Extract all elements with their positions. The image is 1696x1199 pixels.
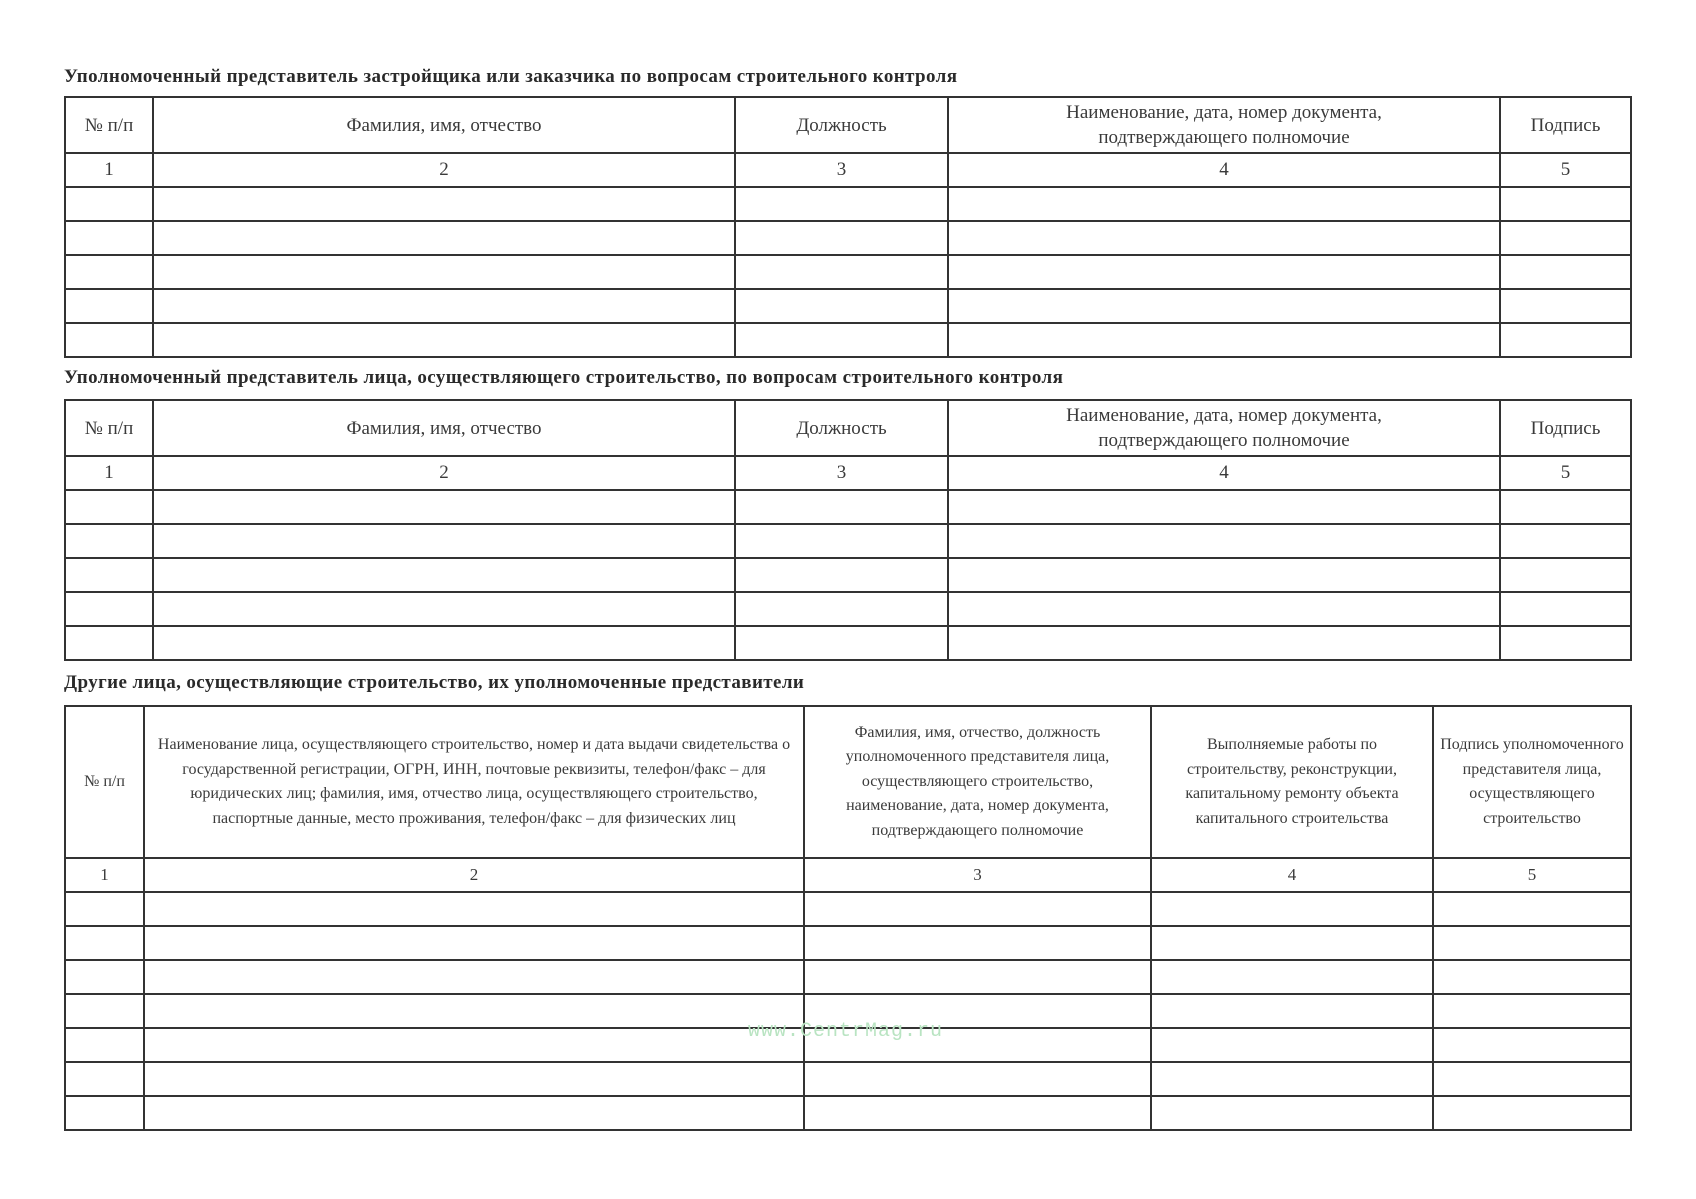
- column-number: 1: [65, 153, 153, 187]
- column-number: 5: [1500, 153, 1631, 187]
- table-row: [65, 892, 1631, 926]
- table-cell[interactable]: [1500, 221, 1631, 255]
- table-cell[interactable]: [735, 323, 948, 357]
- table-cell[interactable]: [144, 892, 804, 926]
- column-number-row: [65, 858, 1631, 892]
- table-cell[interactable]: [1433, 994, 1631, 1028]
- watermark: www.CentrMag.ru: [748, 1020, 944, 1043]
- table-cell[interactable]: [1433, 892, 1631, 926]
- table-cell[interactable]: [1151, 960, 1433, 994]
- column-number: 3: [735, 456, 948, 490]
- header-signature: Подпись: [1500, 97, 1631, 153]
- table-row: [65, 187, 1631, 221]
- section-1-title: Уполномоченный представитель застройщика или заказчика по вопросам строительного контроля: [64, 66, 958, 87]
- table-cell[interactable]: [65, 524, 153, 558]
- table-cell[interactable]: [1433, 960, 1631, 994]
- header-authority-document: Наименование, дата, номер документа, подтверждающего полномочие: [948, 400, 1500, 456]
- table-cell[interactable]: [1151, 994, 1433, 1028]
- table-cell[interactable]: [1500, 626, 1631, 660]
- table-cell[interactable]: [1151, 892, 1433, 926]
- table-row: [65, 289, 1631, 323]
- table-cell[interactable]: [65, 255, 153, 289]
- table-cell[interactable]: [1151, 926, 1433, 960]
- table-cell[interactable]: [735, 592, 948, 626]
- table-cell[interactable]: [948, 187, 1500, 221]
- table-cell[interactable]: [65, 221, 153, 255]
- table-row: [65, 490, 1631, 524]
- column-number: 2: [153, 456, 735, 490]
- table-cell[interactable]: [1151, 1096, 1433, 1130]
- column-number-row: [65, 153, 1631, 187]
- table-cell[interactable]: [1151, 1062, 1433, 1096]
- table-row: [65, 1096, 1631, 1130]
- header-signature: Подпись: [1500, 400, 1631, 456]
- header-position: Должность: [735, 400, 948, 456]
- table-cell[interactable]: [153, 592, 735, 626]
- table-cell[interactable]: [948, 289, 1500, 323]
- column-number: 1: [65, 456, 153, 490]
- table-cell[interactable]: [65, 1096, 144, 1130]
- column-number: 4: [948, 153, 1500, 187]
- section-3-title: Другие лица, осуществляющие строительство, их уполномоченные представители: [64, 672, 805, 693]
- table-cell[interactable]: [948, 592, 1500, 626]
- table-cell[interactable]: [144, 1062, 804, 1096]
- table-cell[interactable]: [948, 323, 1500, 357]
- table-cell[interactable]: [948, 490, 1500, 524]
- table-cell[interactable]: [1433, 926, 1631, 960]
- table-cell[interactable]: [153, 524, 735, 558]
- section-2-title: Уполномоченный представитель лица, осуществляющего строительство, по вопросам строительного контроля: [64, 367, 1064, 388]
- table-cell[interactable]: [804, 892, 1151, 926]
- table-cell[interactable]: [153, 558, 735, 592]
- header-authority-document: Наименование, дата, номер документа, подтверждающего полномочие: [948, 97, 1500, 153]
- table-cell[interactable]: [144, 926, 804, 960]
- table-cell[interactable]: [153, 187, 735, 221]
- column-number-row: [65, 456, 1631, 490]
- table-cell[interactable]: [65, 558, 153, 592]
- column-number: 2: [153, 153, 735, 187]
- table-row: [65, 592, 1631, 626]
- table-cell[interactable]: [1500, 187, 1631, 221]
- header-position: Должность: [735, 97, 948, 153]
- table-cell[interactable]: [1500, 255, 1631, 289]
- table-cell[interactable]: [65, 960, 144, 994]
- table-cell[interactable]: [1433, 1096, 1631, 1130]
- table-other-builders: [64, 705, 1632, 1131]
- table-row: [65, 524, 1631, 558]
- table-cell[interactable]: [144, 1096, 804, 1130]
- column-number: 4: [948, 456, 1500, 490]
- column-number: 2: [144, 858, 804, 892]
- table-cell[interactable]: [1500, 558, 1631, 592]
- table-cell[interactable]: [1433, 1028, 1631, 1062]
- header-representative-details: Фамилия, имя, отчество, должность уполномоченного представителя лица, осуществляющего строительство, наименование, дата, номер документа, подтверждающего полномочие: [804, 706, 1151, 858]
- table-cell[interactable]: [65, 289, 153, 323]
- table-cell[interactable]: [1151, 1028, 1433, 1062]
- table-cell[interactable]: [735, 255, 948, 289]
- table-cell[interactable]: [735, 490, 948, 524]
- table-cell[interactable]: [1500, 592, 1631, 626]
- table-cell[interactable]: [1500, 490, 1631, 524]
- header-builder-details: Наименование лица, осуществляющего строительство, номер и дата выдачи свидетельства о государственной регистрации, ОГРН, ИНН, почтовые реквизиты, телефон/факс – для юридических лиц; фамилия, имя, отчество лица, осуществляющего строительство, паспортные данные, место проживания, телефон/факс – для физических лиц: [144, 706, 804, 858]
- table-cell[interactable]: [65, 1028, 144, 1062]
- table-cell[interactable]: [735, 558, 948, 592]
- column-number: 4: [1151, 858, 1433, 892]
- table-cell[interactable]: [65, 490, 153, 524]
- column-number: 1: [65, 858, 144, 892]
- table-cell[interactable]: [153, 221, 735, 255]
- table-cell[interactable]: [153, 255, 735, 289]
- table-cell[interactable]: [153, 626, 735, 660]
- table-cell[interactable]: [804, 1062, 1151, 1096]
- table-cell[interactable]: [65, 323, 153, 357]
- column-number: 5: [1433, 858, 1631, 892]
- table-cell[interactable]: [144, 994, 804, 1028]
- table-cell[interactable]: [735, 221, 948, 255]
- table-cell[interactable]: [1433, 1062, 1631, 1096]
- header-row: [65, 400, 1631, 456]
- header-full-name: Фамилия, имя, отчество: [153, 400, 735, 456]
- table-cell[interactable]: [948, 255, 1500, 289]
- table-cell[interactable]: [65, 892, 144, 926]
- table-cell[interactable]: [735, 187, 948, 221]
- table-builder-representative: [64, 399, 1632, 661]
- table-cell[interactable]: [153, 323, 735, 357]
- table-cell[interactable]: [948, 524, 1500, 558]
- table-row: [65, 323, 1631, 357]
- table-cell[interactable]: [804, 1096, 1151, 1130]
- column-number: 3: [804, 858, 1151, 892]
- table-cell[interactable]: [1500, 524, 1631, 558]
- table-row: [65, 626, 1631, 660]
- column-number: 3: [735, 153, 948, 187]
- table-cell[interactable]: [65, 926, 144, 960]
- table-row: [65, 558, 1631, 592]
- table-cell[interactable]: [144, 1028, 804, 1062]
- header-full-name: Фамилия, имя, отчество: [153, 97, 735, 153]
- table-cell[interactable]: [948, 221, 1500, 255]
- table-cell[interactable]: [65, 626, 153, 660]
- table-cell[interactable]: [65, 994, 144, 1028]
- header-row: [65, 706, 1631, 858]
- header-row: [65, 97, 1631, 153]
- header-number: № п/п: [65, 706, 144, 858]
- table-cell[interactable]: [153, 289, 735, 323]
- table-cell[interactable]: [153, 490, 735, 524]
- table-cell[interactable]: [65, 187, 153, 221]
- table-row: [65, 960, 1631, 994]
- table-row: [65, 255, 1631, 289]
- table-cell[interactable]: [144, 960, 804, 994]
- table-cell[interactable]: [804, 960, 1151, 994]
- header-works-performed: Выполняемые работы по строительству, реконструкции, капитальному ремонту объекта капитального строительства: [1151, 706, 1433, 858]
- table-row: [65, 926, 1631, 960]
- header-representative-signature: Подпись уполномоченного представителя лица, осуществляющего строительство: [1433, 706, 1631, 858]
- table-cell[interactable]: [735, 524, 948, 558]
- table-cell[interactable]: [948, 558, 1500, 592]
- table-cell[interactable]: [1500, 323, 1631, 357]
- table-cell[interactable]: [804, 926, 1151, 960]
- table-cell[interactable]: [65, 592, 153, 626]
- table-cell[interactable]: [948, 626, 1500, 660]
- table-cell[interactable]: [65, 1062, 144, 1096]
- header-number: № п/п: [65, 400, 153, 456]
- column-number: 5: [1500, 456, 1631, 490]
- table-cell[interactable]: [1500, 289, 1631, 323]
- table-row: [65, 1062, 1631, 1096]
- table-cell[interactable]: [735, 626, 948, 660]
- header-number: № п/п: [65, 97, 153, 153]
- table-row: [65, 221, 1631, 255]
- table-developer-representative: [64, 96, 1632, 358]
- table-cell[interactable]: [735, 289, 948, 323]
